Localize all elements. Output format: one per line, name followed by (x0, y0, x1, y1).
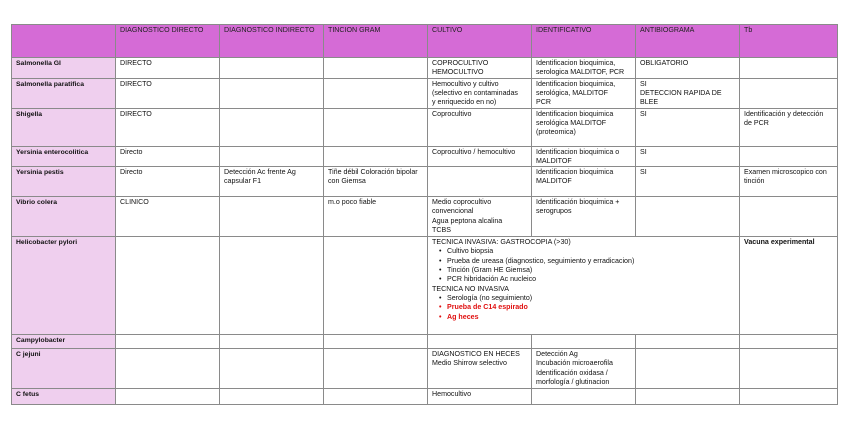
cell-directo: DIRECTO (116, 108, 220, 146)
cell-line: Agua peptona alcalina (432, 216, 503, 225)
list-item: • Tinción (Gram HE Giemsa) (447, 266, 735, 275)
cell-cultivo (428, 78, 532, 108)
table-row (12, 78, 838, 108)
cell-identificativo (532, 58, 636, 79)
cell-antibiograma (636, 349, 740, 389)
list-item: • Ag heces (447, 313, 735, 322)
cell-line: serológica, MALDITOF (536, 88, 609, 97)
table-wrapper (11, 24, 837, 405)
non-invasive-list (432, 294, 735, 322)
cell-antibiograma (636, 197, 740, 237)
cell-identificativo (532, 335, 636, 349)
table-row (12, 237, 838, 335)
cell-line: PCR (536, 98, 551, 107)
cell-antibiograma (636, 389, 740, 405)
cell-line: Identificacion bioquimica o (536, 147, 620, 156)
invasive-title: TECNICA INVASIVA: GASTROCOPIA (>30) (432, 238, 571, 247)
cell-line: Incubación microaerofila (536, 359, 613, 368)
cell-line: MALDITOF (536, 156, 572, 165)
cell-line: Hemocultivo y cultivo (432, 79, 499, 88)
list-item: • Prueba de ureasa (diagnostico, seguimiento y erradicacion) (447, 257, 735, 266)
cell-tb (740, 335, 838, 349)
cell-identificativo (532, 167, 636, 197)
cell-antibiograma (636, 108, 740, 146)
cell-line: HEMOCULTIVO (432, 68, 484, 77)
cell-tb (740, 78, 838, 108)
table-row (12, 349, 838, 389)
cell-tb: Vacuna experimental (740, 237, 838, 335)
header-cell: ANTIBIOGRAMA (636, 25, 740, 58)
cell-helicobacter-techniques (428, 237, 740, 335)
row-label: Shigella (12, 108, 116, 146)
table-row (12, 108, 838, 146)
cell-indirecto (220, 108, 324, 146)
row-label: Yersinia enterocolitica (12, 146, 116, 167)
cell-line: MALDITOF (536, 177, 572, 186)
cell-indirecto (220, 335, 324, 349)
cell-antibiograma (636, 146, 740, 167)
cell-identificativo (532, 389, 636, 405)
cell-gram (324, 389, 428, 405)
cell-directo: DIRECTO (116, 78, 220, 108)
cell-line: SI (640, 147, 647, 156)
cell-line: BLEE (640, 98, 659, 107)
cell-gram (324, 58, 428, 79)
cell-directo: Directo (116, 167, 220, 197)
cell-identificativo (532, 349, 636, 389)
list-item: • Serología (no seguimiento) (447, 294, 735, 303)
cell-line: DIAGNOSTICO EN HECES (432, 350, 520, 359)
cell-cultivo (428, 146, 532, 167)
invasive-list (432, 247, 735, 284)
cell-line: Identificacion bioquimica (536, 168, 614, 177)
cell-tb (740, 389, 838, 405)
cell-directo (116, 389, 220, 405)
cell-line: serologica MALDITOF, PCR (536, 68, 625, 77)
list-item: • PCR hibridación Ac nucleico (447, 275, 735, 284)
cell-cultivo (428, 58, 532, 79)
cell-directo (116, 335, 220, 349)
cell-gram: Tiñe débil Coloración bipolar con Giemsa (324, 167, 428, 197)
cell-line: Medio coprocultivo (432, 198, 492, 207)
cell-gram (324, 146, 428, 167)
cell-line: Coprocultivo / hemocultivo (432, 147, 516, 156)
cell-tb (740, 146, 838, 167)
cell-indirecto (220, 78, 324, 108)
cell-line: Identificacion bioquimica (536, 109, 614, 118)
cell-line: Identificación bioquimica + (536, 198, 620, 207)
cell-line: y enriquecido en no) (432, 98, 497, 107)
row-label: C fetus (12, 389, 116, 405)
cell-line: COPROCULTIVO (432, 59, 489, 67)
cell-cultivo (428, 389, 532, 405)
cell-gram (324, 108, 428, 146)
cell-line: Detección Ag (536, 350, 578, 359)
row-label: C jejuni (12, 349, 116, 389)
cell-cultivo (428, 108, 532, 146)
cell-line: Coprocultivo (432, 109, 472, 118)
cell-cultivo (428, 167, 532, 197)
row-label: Salmonella paratifica (12, 78, 116, 108)
cell-line: serogrupos (536, 207, 572, 216)
cell-line: serológica MALDITOF (536, 118, 607, 127)
cell-antibiograma (636, 78, 740, 108)
cell-line: (selectivo en contaminadas (432, 88, 518, 97)
header-row (12, 25, 838, 58)
cell-line: DETECCION RAPIDA DE (640, 88, 722, 97)
cell-gram (324, 349, 428, 389)
non-invasive-title: TECNICA NO INVASIVA (432, 284, 509, 293)
cell-line: morfología / glutinacion (536, 378, 610, 387)
cell-line: convencional (432, 207, 474, 216)
table-row (12, 58, 838, 79)
header-cell: DIAGNOSTICO DIRECTO (116, 25, 220, 58)
cell-line: SI (640, 79, 647, 88)
cell-cultivo (428, 335, 532, 349)
header-cell: DIAGNOSTICO INDIRECTO (220, 25, 324, 58)
cell-indirecto (220, 197, 324, 237)
cell-indirecto (220, 389, 324, 405)
cell-directo: Directo (116, 146, 220, 167)
cell-identificativo (532, 78, 636, 108)
cell-indirecto (220, 146, 324, 167)
cell-tb (740, 349, 838, 389)
cell-cultivo (428, 349, 532, 389)
cell-line: (proteomica) (536, 128, 576, 137)
cell-line: TCBS (432, 226, 451, 235)
table-row (12, 389, 838, 405)
cell-line: Identificacion bioquimica, (536, 79, 616, 88)
cell-line: Hemocultivo (432, 390, 472, 399)
cell-antibiograma (636, 335, 740, 349)
cell-antibiograma (636, 58, 740, 79)
cell-directo (116, 349, 220, 389)
cell-line: Identificación oxidasa / (536, 368, 608, 377)
table-row (12, 167, 838, 197)
header-cell: TINCION GRAM (324, 25, 428, 58)
cell-tb (740, 58, 838, 79)
cell-indirecto: Detección Ac frente Ag capsular F1 (220, 167, 324, 197)
table-row (12, 197, 838, 237)
cell-identificativo (532, 108, 636, 146)
list-item: • Prueba de C14 espirado (447, 303, 735, 312)
cell-gram (324, 335, 428, 349)
row-label: Vibrio colera (12, 197, 116, 237)
cell-gram (324, 237, 428, 335)
header-cell: CULTIVO (428, 25, 532, 58)
cell-identificativo (532, 197, 636, 237)
header-cell (12, 25, 116, 58)
table-row (12, 146, 838, 167)
cell-indirecto (220, 58, 324, 79)
cell-antibiograma (636, 167, 740, 197)
cell-directo: DIRECTO (116, 58, 220, 79)
list-item: • Cultivo biopsia (447, 247, 735, 256)
cell-tb: Identificación y detección de PCR (740, 108, 838, 146)
cell-indirecto (220, 349, 324, 389)
row-label: Helicobacter pylori (12, 237, 116, 335)
table-row (12, 335, 838, 349)
cell-line: Identificacion bioquimica, (536, 59, 616, 67)
cell-line: SI (640, 109, 647, 118)
header-cell: IDENTIFICATIVO (532, 25, 636, 58)
cell-line: SI (640, 168, 647, 177)
header-cell: Tb (740, 25, 838, 58)
cell-tb: Examen microscopico con tinción (740, 167, 838, 197)
cell-line: Medio Shirrow selectivo (432, 359, 507, 368)
cell-gram (324, 78, 428, 108)
cell-indirecto (220, 237, 324, 335)
cell-gram: m.o poco fiable (324, 197, 428, 237)
row-label: Salmonella GI (12, 58, 116, 79)
row-label: Campylobacter (12, 335, 116, 349)
cell-cultivo (428, 197, 532, 237)
row-label: Yersinia pestis (12, 167, 116, 197)
cell-tb (740, 197, 838, 237)
cell-line: OBLIGATORIO (640, 59, 689, 67)
cell-directo (116, 237, 220, 335)
cell-identificativo (532, 146, 636, 167)
diagnostic-table (11, 24, 838, 405)
cell-directo: CLINICO (116, 197, 220, 237)
